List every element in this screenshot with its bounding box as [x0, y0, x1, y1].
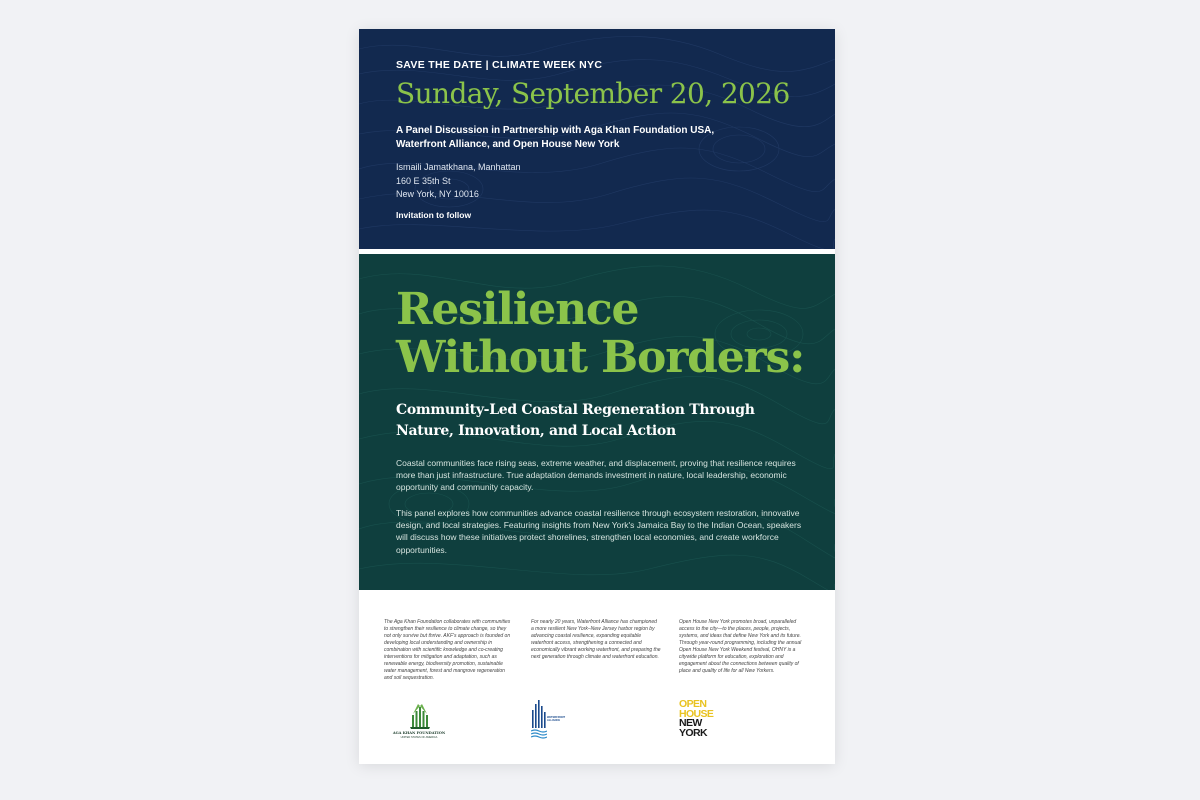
invitation-note: Invitation to follow — [396, 210, 472, 220]
save-the-date-panel — [359, 29, 835, 249]
event-kicker: SAVE THE DATE | CLIMATE WEEK NYC — [396, 59, 603, 71]
panel-subheadline — [396, 400, 805, 442]
open-house-new-york-logo — [679, 700, 723, 744]
waterfront-alliance-emblem-icon — [531, 700, 547, 740]
akf-emblem-icon — [391, 703, 447, 731]
waterfront-alliance-logo-text — [547, 716, 565, 722]
partnership-description — [396, 124, 805, 152]
subheadline-line: Community-Led Coastal Regeneration Through — [396, 402, 755, 418]
venue-name: Ismaili Jamatkhana, Manhattan — [396, 162, 521, 172]
panel-paragraph: This panel explores how communities advance coastal resilience through ecosystem restoration, innovative design, and local strategies. Featuring insights from New York's Jamaica Bay to the Indian Ocean, speakers will discuss how these initiatives protect shorelines, strengthen local economies, and create workforce opportunities. — [396, 508, 802, 555]
ohny-logo-line: OPEN — [679, 698, 707, 710]
event-date: Sunday, September 20, 2026 — [396, 77, 790, 110]
panel-headline — [396, 286, 805, 382]
akf-blurb: The Aga Khan Foundation collaborates with communities to strengthen their resilience to climate change, so they not only survive but thrive. AKF's approach is founded on developing local understanding and ownership in combination with scientific knowledge and co-creating interventions for mitigation and adaptation, such as renewable energy, biodiversity promotion, sustainable water management, forest and mangrove regeneration and soil sequestration. — [384, 619, 511, 681]
akf-logo-text: AGA KHAN FOUNDATION — [392, 731, 446, 735]
wfa-logo-line: ALLIANCE — [547, 719, 561, 723]
panel-description — [359, 254, 835, 590]
partnership-line: A Panel Discussion in Partnership with Aga Khan Foundation USA, — [396, 125, 715, 136]
venue-street: 160 E 35th St — [396, 175, 451, 186]
venue-city: New York, NY 10016 — [396, 189, 479, 199]
intro-paragraph: Coastal communities face rising seas, extreme weather, and displacement, proving that resilience requires more than just infrastructure. True adaptation demands investment in nature, local leadership, economic opportunity and community capacity. — [396, 458, 796, 493]
akf-logo-subtext: UNITED STATES OF AMERICA — [400, 736, 438, 739]
wfa-logo-line: WATERFRONT — [547, 716, 566, 719]
ohny-logo-line: HOUSE — [679, 707, 714, 720]
partnership-line: Waterfront Alliance, and Open House New York — [396, 139, 620, 150]
ohny-logo-line: NEW — [679, 717, 702, 729]
ohny-logo-line: YORK — [679, 726, 707, 739]
waterfront-alliance-logo — [531, 700, 577, 738]
event-flyer — [359, 29, 835, 764]
partners-section — [359, 590, 835, 764]
waterfront-alliance-blurb: For nearly 20 years, Waterfront Alliance has championed a more resilient New York–New Jersey harbor region by advancing coastal resilience, expanding equitable waterfront access, strengthening a connected and economically vibrant working waterfront, and preparing the next generation through climate and waterfront education. — [531, 619, 661, 660]
aga-khan-foundation-logo — [391, 703, 447, 741]
ohny-blurb: Open House New York promotes broad, unparalleled access to the city—to the places, people, projects, systems, and ideas that define New York and its future. Through year-round programming, including the annual Open House New York Weekend festival, OHNY is a citywide platform for education, exploration and engagement about the connections between quality of place and quality of life for all New Yorkers. — [679, 619, 802, 674]
venue-address — [396, 161, 805, 202]
subheadline-line: Nature, Innovation, and Local Action — [396, 423, 676, 439]
headline-line: Without Borders: — [396, 332, 805, 383]
headline-line: Resilience — [396, 284, 639, 335]
